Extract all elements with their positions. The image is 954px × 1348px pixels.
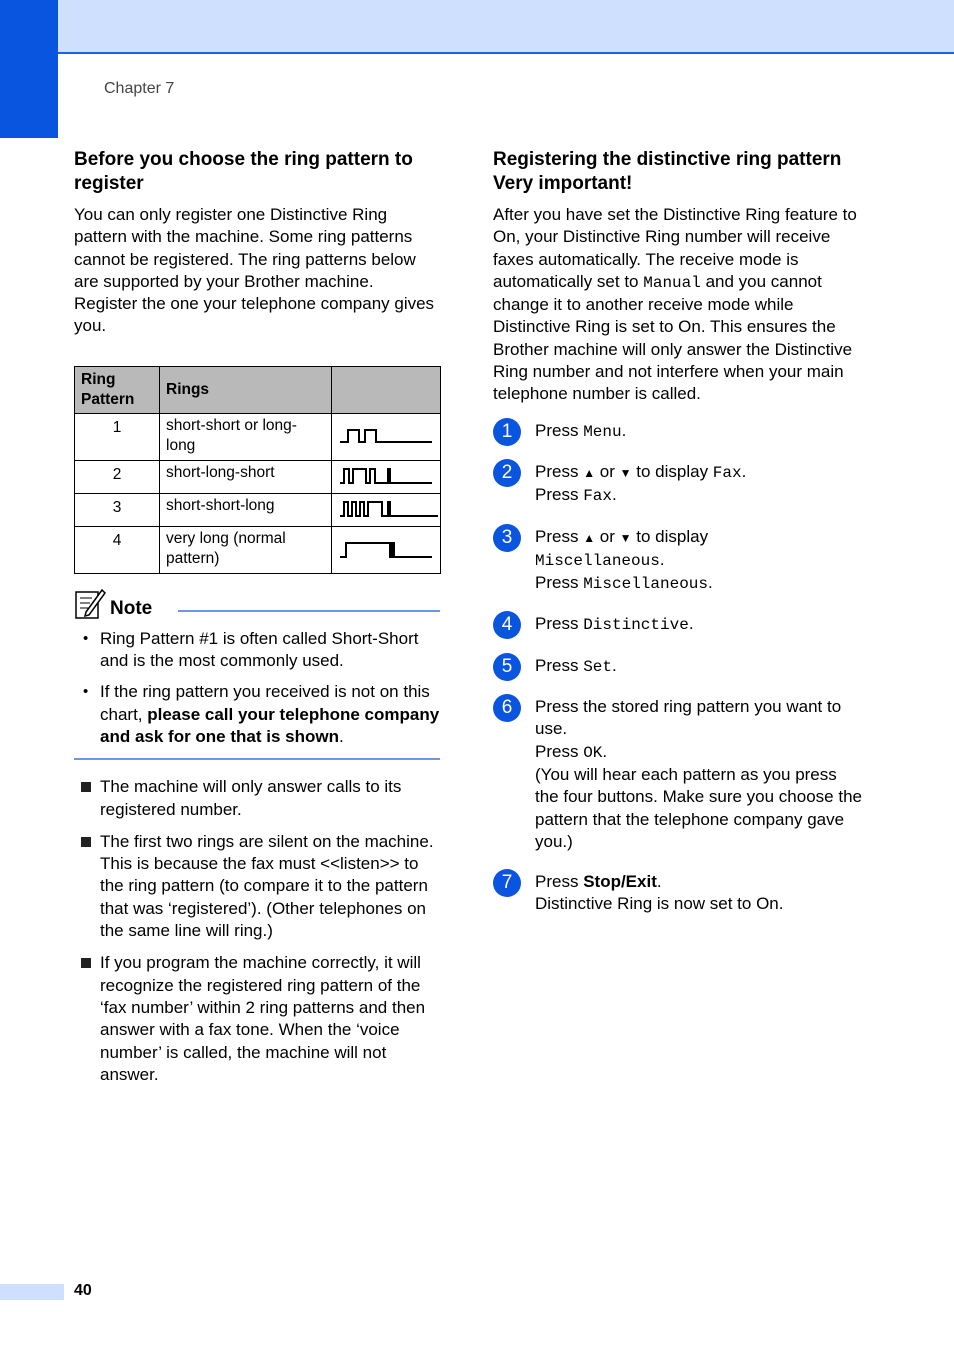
step-number-badge: 3 (493, 524, 521, 552)
note-divider (178, 610, 440, 612)
row-number: 1 (75, 413, 160, 460)
step-end: . (708, 573, 713, 593)
step-end: . (612, 485, 617, 505)
step-text: Press (535, 741, 584, 761)
step-text: Press (535, 614, 584, 634)
step-end: . (741, 461, 747, 481)
step-key: Stop/Exit (583, 872, 657, 892)
up-arrow-icon: ▲ (583, 530, 596, 545)
step-number-badge: 6 (493, 694, 521, 722)
step-text: Press (535, 526, 584, 546)
step-code: Miscellaneous (583, 575, 709, 594)
step-3 (493, 526, 863, 596)
table-header-row (75, 366, 441, 413)
step-number-badge: 7 (493, 869, 521, 897)
step-1 (493, 420, 863, 443)
step-number-badge: 2 (493, 459, 521, 487)
step-number-badge: 5 (493, 653, 521, 681)
left-intro: You can only register one Distinctive Ring pattern with the machine. Some ring patterns cannot be registered. The ring patterns below are supported by your Brother machine. Register the one your telephone company gives you. (74, 205, 435, 336)
page-number: 40 (74, 1282, 92, 1299)
row-rings: very long (normal pattern) (160, 526, 332, 573)
square-bullet-icon (81, 958, 91, 968)
list-item-text: The first two rings are silent on the machine. This is because the fax must <<listen>> to the ring pattern (to compare it to the pattern that was ‘registered’). (Other telephones on the same line will ring.) (100, 831, 434, 941)
step-4 (493, 613, 863, 636)
step-code: Menu (583, 422, 622, 441)
square-bullet-icon (81, 782, 91, 792)
step-code: Miscellaneous (535, 551, 660, 570)
step-text: Press (535, 485, 584, 505)
step-code: Fax (712, 463, 742, 482)
note-list (74, 628, 440, 748)
step-6 (493, 696, 863, 853)
step-text: to display (631, 526, 709, 546)
step-number-badge: 4 (493, 611, 521, 639)
table-row (75, 413, 441, 460)
ring-pattern-waveform-icon (332, 494, 440, 520)
row-rings: short-short or long-long (160, 413, 332, 460)
step-text: Press (535, 655, 584, 675)
note-item: • Ring Pattern #1 is often called Short-Short and is the most commonly used. (74, 628, 440, 673)
chapter-label: Chapter 7 (104, 80, 175, 97)
note-pencil-icon (74, 588, 106, 620)
header-band (0, 0, 954, 54)
square-bullet-icon (81, 837, 91, 847)
list-item (74, 952, 440, 1086)
intro-mode: Manual (643, 273, 701, 292)
table-row (75, 460, 441, 493)
col-pattern (332, 366, 441, 413)
step-5 (493, 655, 863, 678)
step-text: to display (631, 461, 713, 481)
ring-pattern-waveform-icon (332, 414, 440, 454)
step-text: Press (535, 461, 584, 481)
chapter-tab (0, 0, 58, 138)
list-item-text: If you program the machine correctly, it will recognize the registered ring pattern of the ‘fax number’ within 2 ring patterns and then answer with a fax tone. When the ‘voice number’ is called, the machine will not answer. (100, 953, 426, 1084)
step-note: (You will hear each pattern as you press the four buttons. Make sure you choose the pattern that the telephone company gave you.) (535, 764, 862, 851)
step-number-badge: 1 (493, 418, 521, 446)
pattern-cell (332, 413, 441, 460)
row-number: 3 (75, 493, 160, 526)
right-heading-line2: Very important! (493, 173, 633, 194)
step-text: Press the stored ring pattern you want to use. (535, 697, 842, 739)
step-end: . (688, 614, 694, 634)
note-item-text: If the ring pattern you received is not on this chart, (100, 682, 430, 724)
step-2 (493, 461, 863, 508)
ring-pattern-waveform-icon (332, 461, 440, 487)
step-end: . (602, 741, 608, 761)
down-arrow-icon: ▼ (619, 465, 632, 480)
list-item (74, 831, 440, 942)
step-code: OK (583, 743, 603, 762)
down-arrow-icon: ▼ (619, 530, 632, 545)
up-arrow-icon: ▲ (583, 465, 596, 480)
step-end: . (621, 420, 627, 440)
pattern-cell (332, 526, 441, 573)
pattern-cell (332, 460, 441, 493)
row-number: 4 (75, 526, 160, 573)
right-column (493, 148, 863, 934)
step-end: . (656, 872, 662, 892)
note-item-bold: please call your telephone company and ask for one that is shown (100, 704, 440, 746)
note-item (74, 681, 440, 748)
col-ring-pattern: Ring Pattern (75, 366, 160, 413)
table-row (75, 493, 441, 526)
note-end-divider (74, 758, 440, 760)
step-code: Set (583, 657, 612, 676)
intro-text: After you have set the Distinctive Ring feature to On, your Distinctive Ring number will receive faxes automatically. The receive mode is automatically set to (493, 205, 857, 291)
step-text: Press (535, 872, 584, 892)
note-item-end: . (338, 726, 344, 746)
ring-pattern-table (74, 366, 441, 574)
step-code: Fax (583, 487, 612, 506)
note-header (74, 588, 440, 624)
row-number: 2 (75, 460, 160, 493)
list-item (74, 776, 440, 821)
right-heading-line1: Registering the distinctive ring pattern (493, 149, 842, 170)
row-rings: short-long-short (160, 460, 332, 493)
left-column (74, 148, 440, 1096)
bullet-list (74, 776, 440, 1086)
pattern-cell (332, 493, 441, 526)
step-text: or (595, 526, 620, 546)
step-text: Press (535, 573, 584, 593)
step-text: or (595, 461, 620, 481)
step-text: Press (535, 420, 584, 440)
col-rings: Rings (160, 366, 332, 413)
page-tab (0, 1284, 64, 1300)
step-result: Distinctive Ring is now set to On. (535, 894, 784, 914)
step-7 (493, 871, 863, 916)
intro-text-end: and you cannot change it to another receive mode while Distinctive Ring is set to On. This ensures the Brother machine will only answer the Distinctive Ring number and not interfere when your main telephone number is called. (493, 271, 853, 404)
note-title: Note (110, 597, 153, 619)
step-code: Distinctive (583, 616, 689, 635)
ring-pattern-waveform-icon (332, 527, 440, 567)
steps-list (493, 420, 863, 916)
table-row (75, 526, 441, 573)
right-intro (493, 204, 863, 406)
row-rings: short-short-long (160, 493, 332, 526)
left-heading: Before you choose the ring pattern to register (74, 149, 413, 194)
step-end: . (659, 549, 665, 569)
step-end: . (612, 655, 617, 675)
right-heading (493, 148, 863, 196)
list-item-text: The machine will only answer calls to its registered number. (100, 777, 402, 819)
